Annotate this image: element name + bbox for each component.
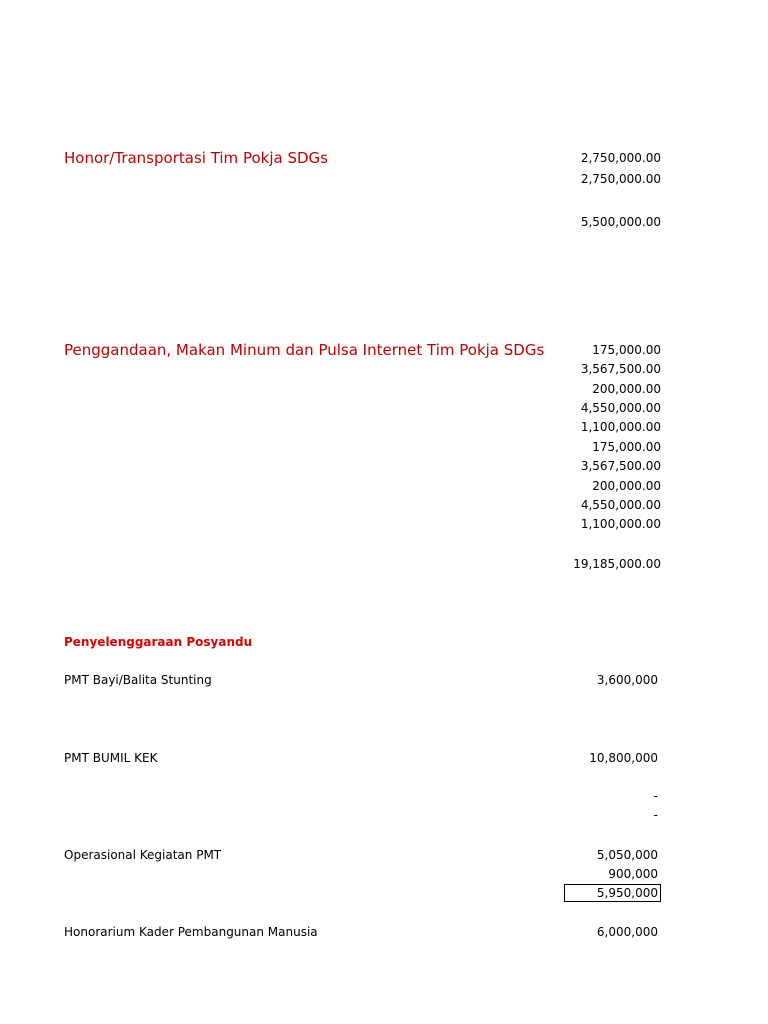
pmt-bumil-value: 10,800,000: [589, 751, 658, 765]
section-title-penggandaan: Penggandaan, Makan Minum dan Pulsa Internet Tim Pokja SDGs: [64, 341, 545, 359]
penggandaan-value-6: 175,000.00: [592, 440, 661, 454]
penggandaan-value-9: 4,550,000.00: [580, 498, 661, 512]
pmt-bumil-label: PMT BUMIL KEK: [64, 751, 158, 765]
operasional-label: Operasional Kegiatan PMT: [64, 848, 222, 862]
section-title-honor: Honor/Transportasi Tim Pokja SDGs: [64, 149, 328, 167]
penggandaan-value-5: 1,100,000.00: [580, 420, 661, 434]
honor-value-1: 2,750,000.00: [580, 151, 661, 165]
section-title-posyandu: Penyelenggaraan Posyandu: [64, 635, 253, 649]
penggandaan-value-1: 175,000.00: [592, 343, 661, 357]
penggandaan-value-4: 4,550,000.00: [580, 401, 661, 415]
penggandaan-value-10: 1,100,000.00: [580, 517, 661, 531]
penggandaan-value-2: 3,567,500.00: [580, 362, 661, 376]
penggandaan-value-7: 3,567,500.00: [580, 459, 661, 473]
honorarium-value: 6,000,000: [596, 925, 658, 939]
penggandaan-value-8: 200,000.00: [592, 479, 661, 493]
operasional-value: 5,050,000: [596, 848, 658, 862]
empty-value-dash-1: -: [653, 789, 658, 803]
operasional-extra-value: 900,000: [608, 867, 658, 881]
empty-value-dash-2: -: [653, 808, 658, 822]
penggandaan-value-3: 200,000.00: [592, 382, 661, 396]
honor-total: 5,500,000.00: [580, 215, 661, 229]
penggandaan-total: 19,185,000.00: [573, 557, 661, 571]
honor-value-2: 2,750,000.00: [580, 172, 661, 186]
operasional-total: 5,950,000: [596, 886, 658, 900]
honorarium-label: Honorarium Kader Pembangunan Manusia: [64, 925, 318, 939]
pmt-balita-value: 3,600,000: [596, 673, 658, 687]
pmt-balita-label: PMT Bayi/Balita Stunting: [64, 673, 212, 687]
